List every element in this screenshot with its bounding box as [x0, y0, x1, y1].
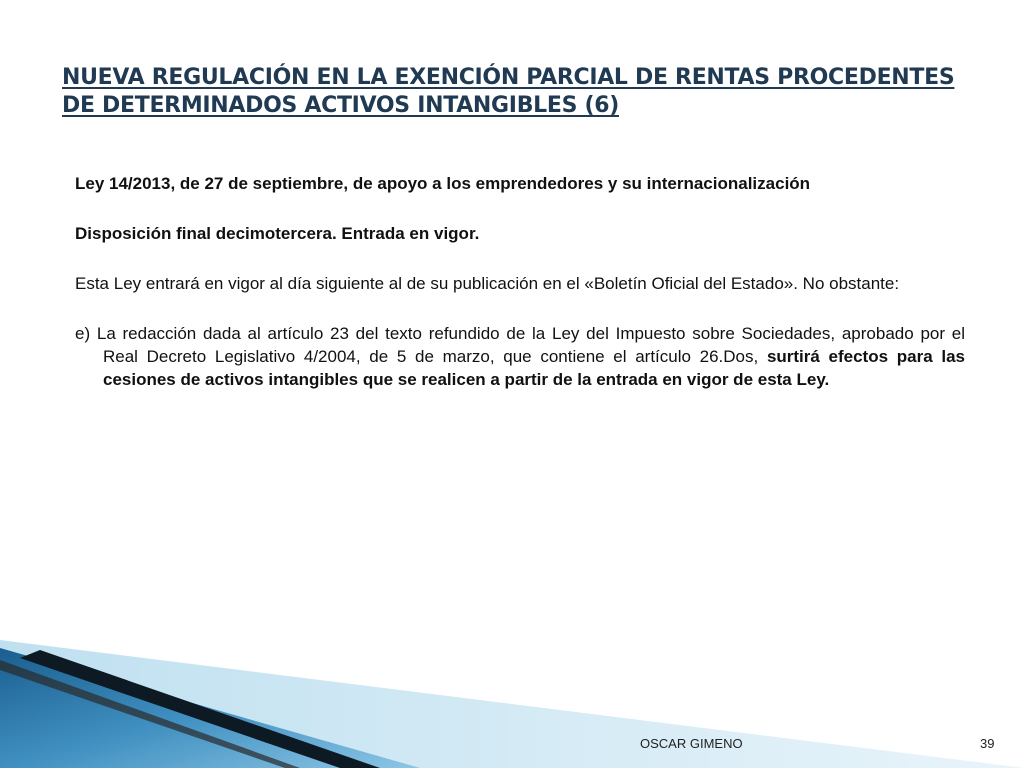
law-heading: Ley 14/2013, de 27 de septiembre, de apoyo a los emprendedores y su internacionalización: [75, 174, 811, 193]
page-number: 39: [980, 736, 995, 751]
slide-title: [62, 64, 962, 120]
corner-decoration: [0, 600, 1024, 768]
footer-author: OSCAR GIMENO: [640, 736, 743, 751]
title-line-2: DE DETERMINADOS ACTIVOS INTANGIBLES (6): [62, 93, 620, 118]
slide-content: [75, 172, 965, 418]
paragraph-clause-e: [75, 322, 965, 391]
clause-e-bold-text: surtirá efectos para las cesiones de activos intangibles que se realicen a partir de la entrada en vigor de esta Ley.: [103, 347, 965, 389]
paragraph-entry-into-force: Esta Ley entrará en vigor al día siguiente al de su publicación en el «Boletín Oficial del Estado». No obstante:: [75, 274, 900, 293]
clause-e-text: e) La redacción dada al artículo 23 del texto refundido de la Ley del Impuesto sobre Sociedades, aprobado por el Real Decreto Legislativo 4/2004, de 5 de marzo, que contiene el artículo 26.Dos,: [75, 324, 965, 366]
provision-heading: Disposición final decimotercera. Entrada en vigor.: [75, 224, 480, 243]
title-line-1: NUEVA REGULACIÓN EN LA EXENCIÓN PARCIAL DE RENTAS PROCEDENTES: [62, 65, 955, 90]
